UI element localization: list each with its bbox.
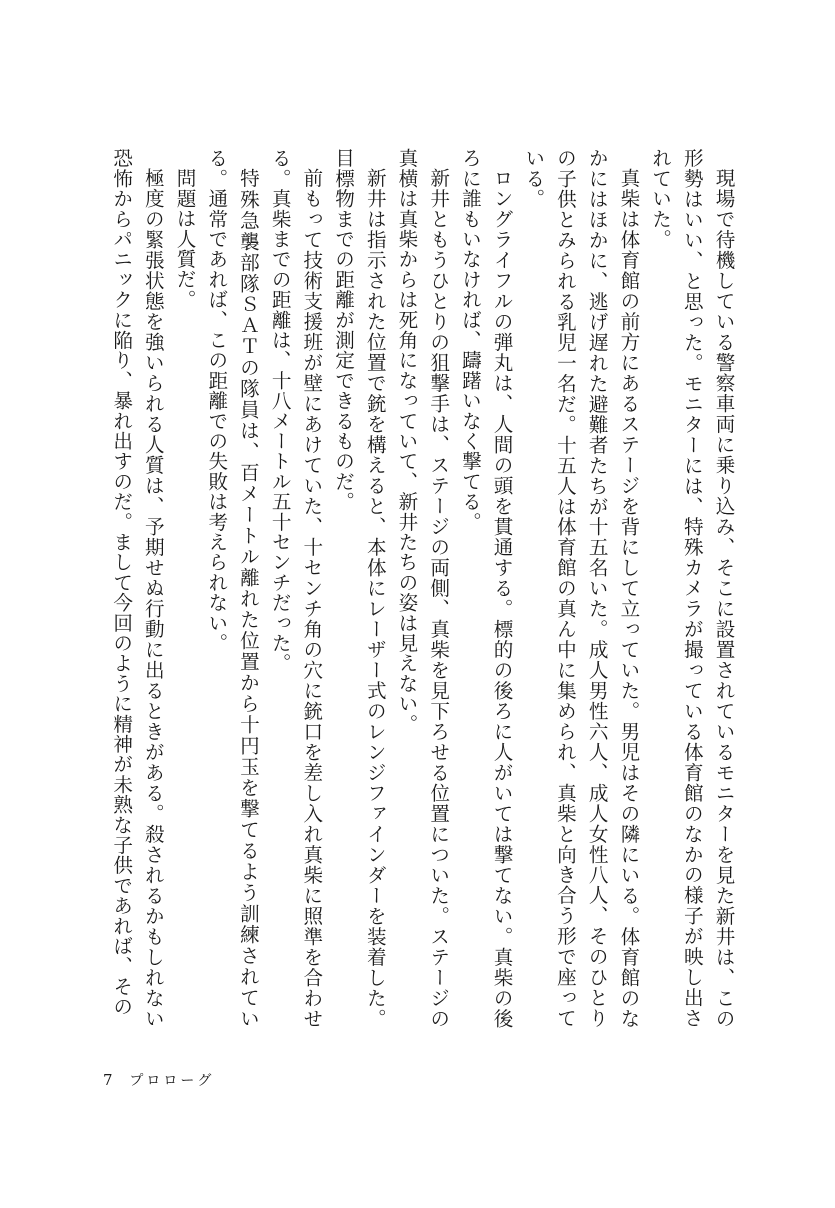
page-number: 7 bbox=[103, 1071, 113, 1089]
vertical-text-body bbox=[89, 148, 739, 1028]
chapter-title: プロローグ bbox=[129, 1073, 215, 1089]
paragraph: 真柴は体育館の前方にあるステージを背にして立っていた。男児はその隣にいる。体育館のなかにはほかに、逃げ遅れた避難者たちが十五名いた。成人男性六人、成人女性八人、そのひとりの子供とみられる乳児一名だ。十五人は体育館の真ん中に集められ、真柴と向き合う形で座っている。 bbox=[521, 148, 640, 1028]
paragraph: 極度の緊張状態を強いられる人質は、予期せぬ行動に出るときがある。殺されるかもしれない恐怖からパニックに陥り、暴れ出すのだ。まして今回のように精神が未熟な子供であれば、その bbox=[109, 148, 165, 1028]
paragraph: 前もって技術支援班が壁にあけていた、十センチ角の穴に銃口を差し入れ真柴に照準を合わせる。真柴までの距離は、十八メートル五十センチだった。 bbox=[268, 148, 323, 1028]
paragraph: 現場で待機している警察車両に乗り込み、そこに設置されているモニターを見た新井は、この形勢はいい、と思った。モニターには、特殊カメラが撮っている体育館のなかの様子が映し出されていた。 bbox=[648, 148, 735, 1028]
paragraph: 特殊急襲部隊ＳＡＴの隊員は、百メートル離れた位置から十円玉を撃てるよう訓練されている。通常であれば、この距離での失敗は考えられない。 bbox=[204, 148, 260, 1028]
paragraph: 新井ともうひとりの狙撃手は、ステージの両側、真柴を見下ろせる位置についた。ステージの真横は真柴からは死角になっていて、新井たちの姿は見えない。 bbox=[394, 148, 450, 1028]
paragraph: 新井は指示された位置で銃を構えると、本体にレーザー式のレンジファインダーを装着した。目標物までの距離が測定できるものだ。 bbox=[331, 148, 387, 1028]
paragraph: 問題は人質だ。 bbox=[173, 167, 197, 309]
paragraph: ロングライフルの弾丸は、人間の頭を貫通する。標的の後ろに人がいては撃てない。真柴の後ろに誰もいなければ、躊躇いなく撃てる。 bbox=[458, 148, 514, 1028]
page-footer bbox=[103, 1070, 214, 1090]
